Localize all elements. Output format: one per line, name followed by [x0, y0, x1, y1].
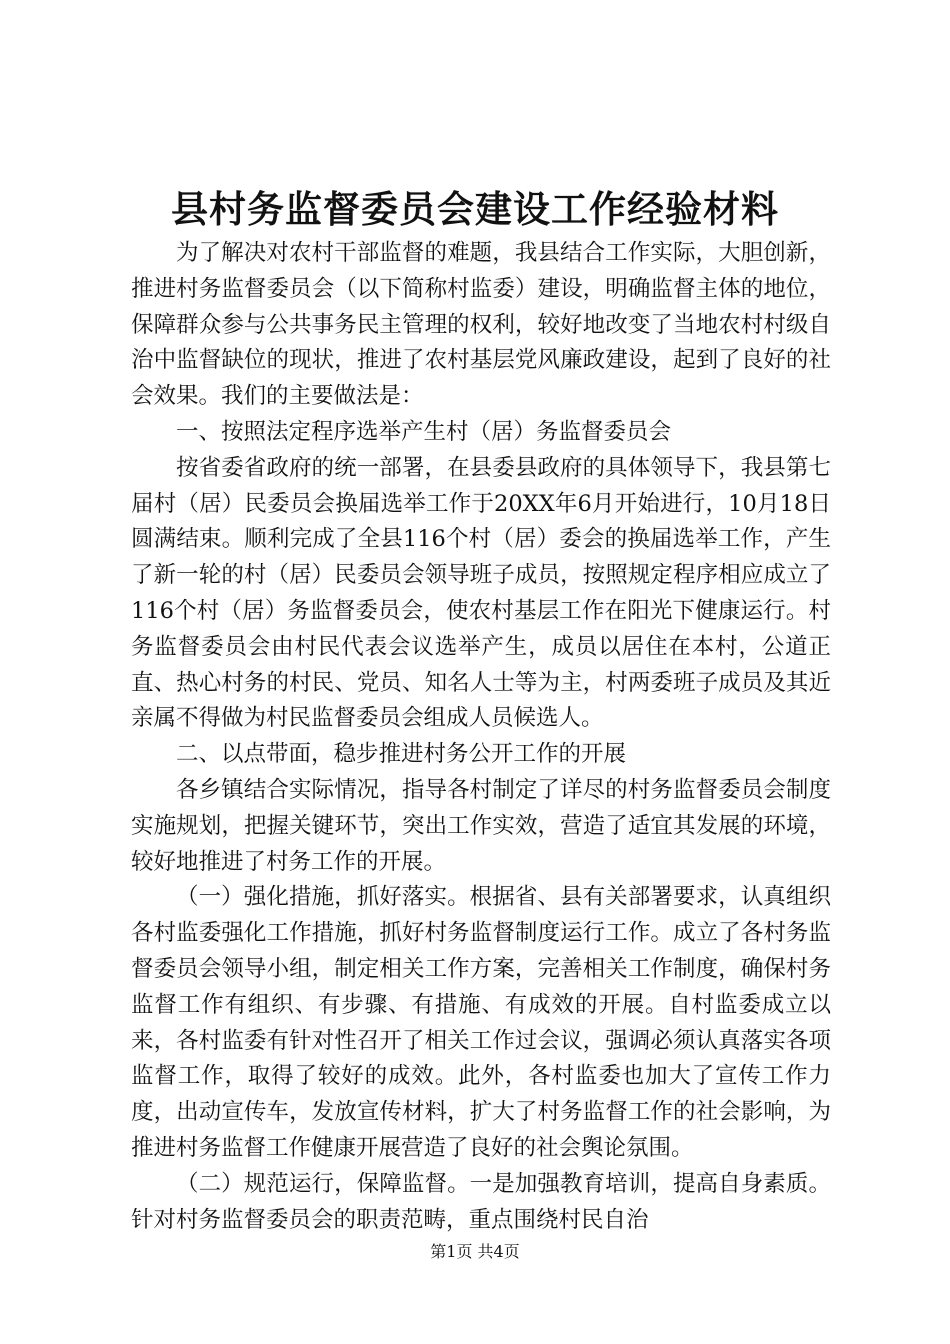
- document-title: 县村务监督委员会建设工作经验材料: [171, 187, 779, 231]
- section-1-paragraph: 按省委省政府的统一部署，在县委县政府的具体领导下，我县第七届村（居）民委员会换届选举工作于20XX年6月开始进行，10月18日圆满结束。顺利完成了全县116个村（居）委会的换届选举工作，产生了新一轮的村（居）民委员会领导班子成员，按照规定程序相应成立了116个村（居）务监督委员会，使农村基层工作在阳光下健康运行。村务监督委员会由村民代表会议选举产生，成员以居住在本村，公道正直、热心村务的村民、党员、知名人士等为主，村两委班子成员及其近亲属不得做为村民监督委员会组成人员候选人。: [131, 454, 831, 732]
- intro-paragraph: 为了解决对农村干部监督的难题，我县结合工作实际，大胆创新，推进村务监督委员会（以下简称村监委）建设，明确监督主体的地位，保障群众参与公共事务民主管理的权利，较好地改变了当地农村村级自治中监督缺位的现状，推进了农村基层党风廉政建设，起到了良好的社会效果。我们的主要做法是：: [131, 240, 831, 410]
- section-heading-1: 一、按照法定程序选举产生村（居）务监督委员会: [176, 418, 672, 445]
- page-number-footer: 第1页 共4页: [430, 1242, 520, 1261]
- section-2-paragraph: 各乡镇结合实际情况，指导各村制定了详尽的村务监督委员会制度实施规划，把握关键环节，突出工作实效，营造了适宜其发展的环境，较好地推进了村务工作的开展。: [131, 776, 831, 875]
- document-body: [131, 236, 831, 1238]
- subsection-1-paragraph: （一）强化措施，抓好落实。根据省、县有关部署要求，认真组织各村监委强化工作措施，抓好村务监督制度运行工作。成立了各村务监督委员会领导小组，制定相关工作方案，完善相关工作制度，确保村务监督工作有组织、有步骤、有措施、有成效的开展。自村监委成立以来，各村监委有针对性召开了相关工作过会议，强调必须认真落实各项监督工作，取得了较好的成效。此外，各村监委也加大了宣传工作力度，出动宣传车，发放宣传材料，扩大了村务监督工作的社会影响，为推进村务监督工作健康开展营造了良好的社会舆论氛围。: [131, 884, 831, 1161]
- subsection-2-paragraph: （二）规范运行，保障监督。一是加强教育培训，提高自身素质。针对村务监督委员会的职责范畴，重点围绕村民自治: [131, 1170, 831, 1233]
- section-heading-2: 二、以点带面，稳步推进村务公开工作的开展: [176, 741, 627, 768]
